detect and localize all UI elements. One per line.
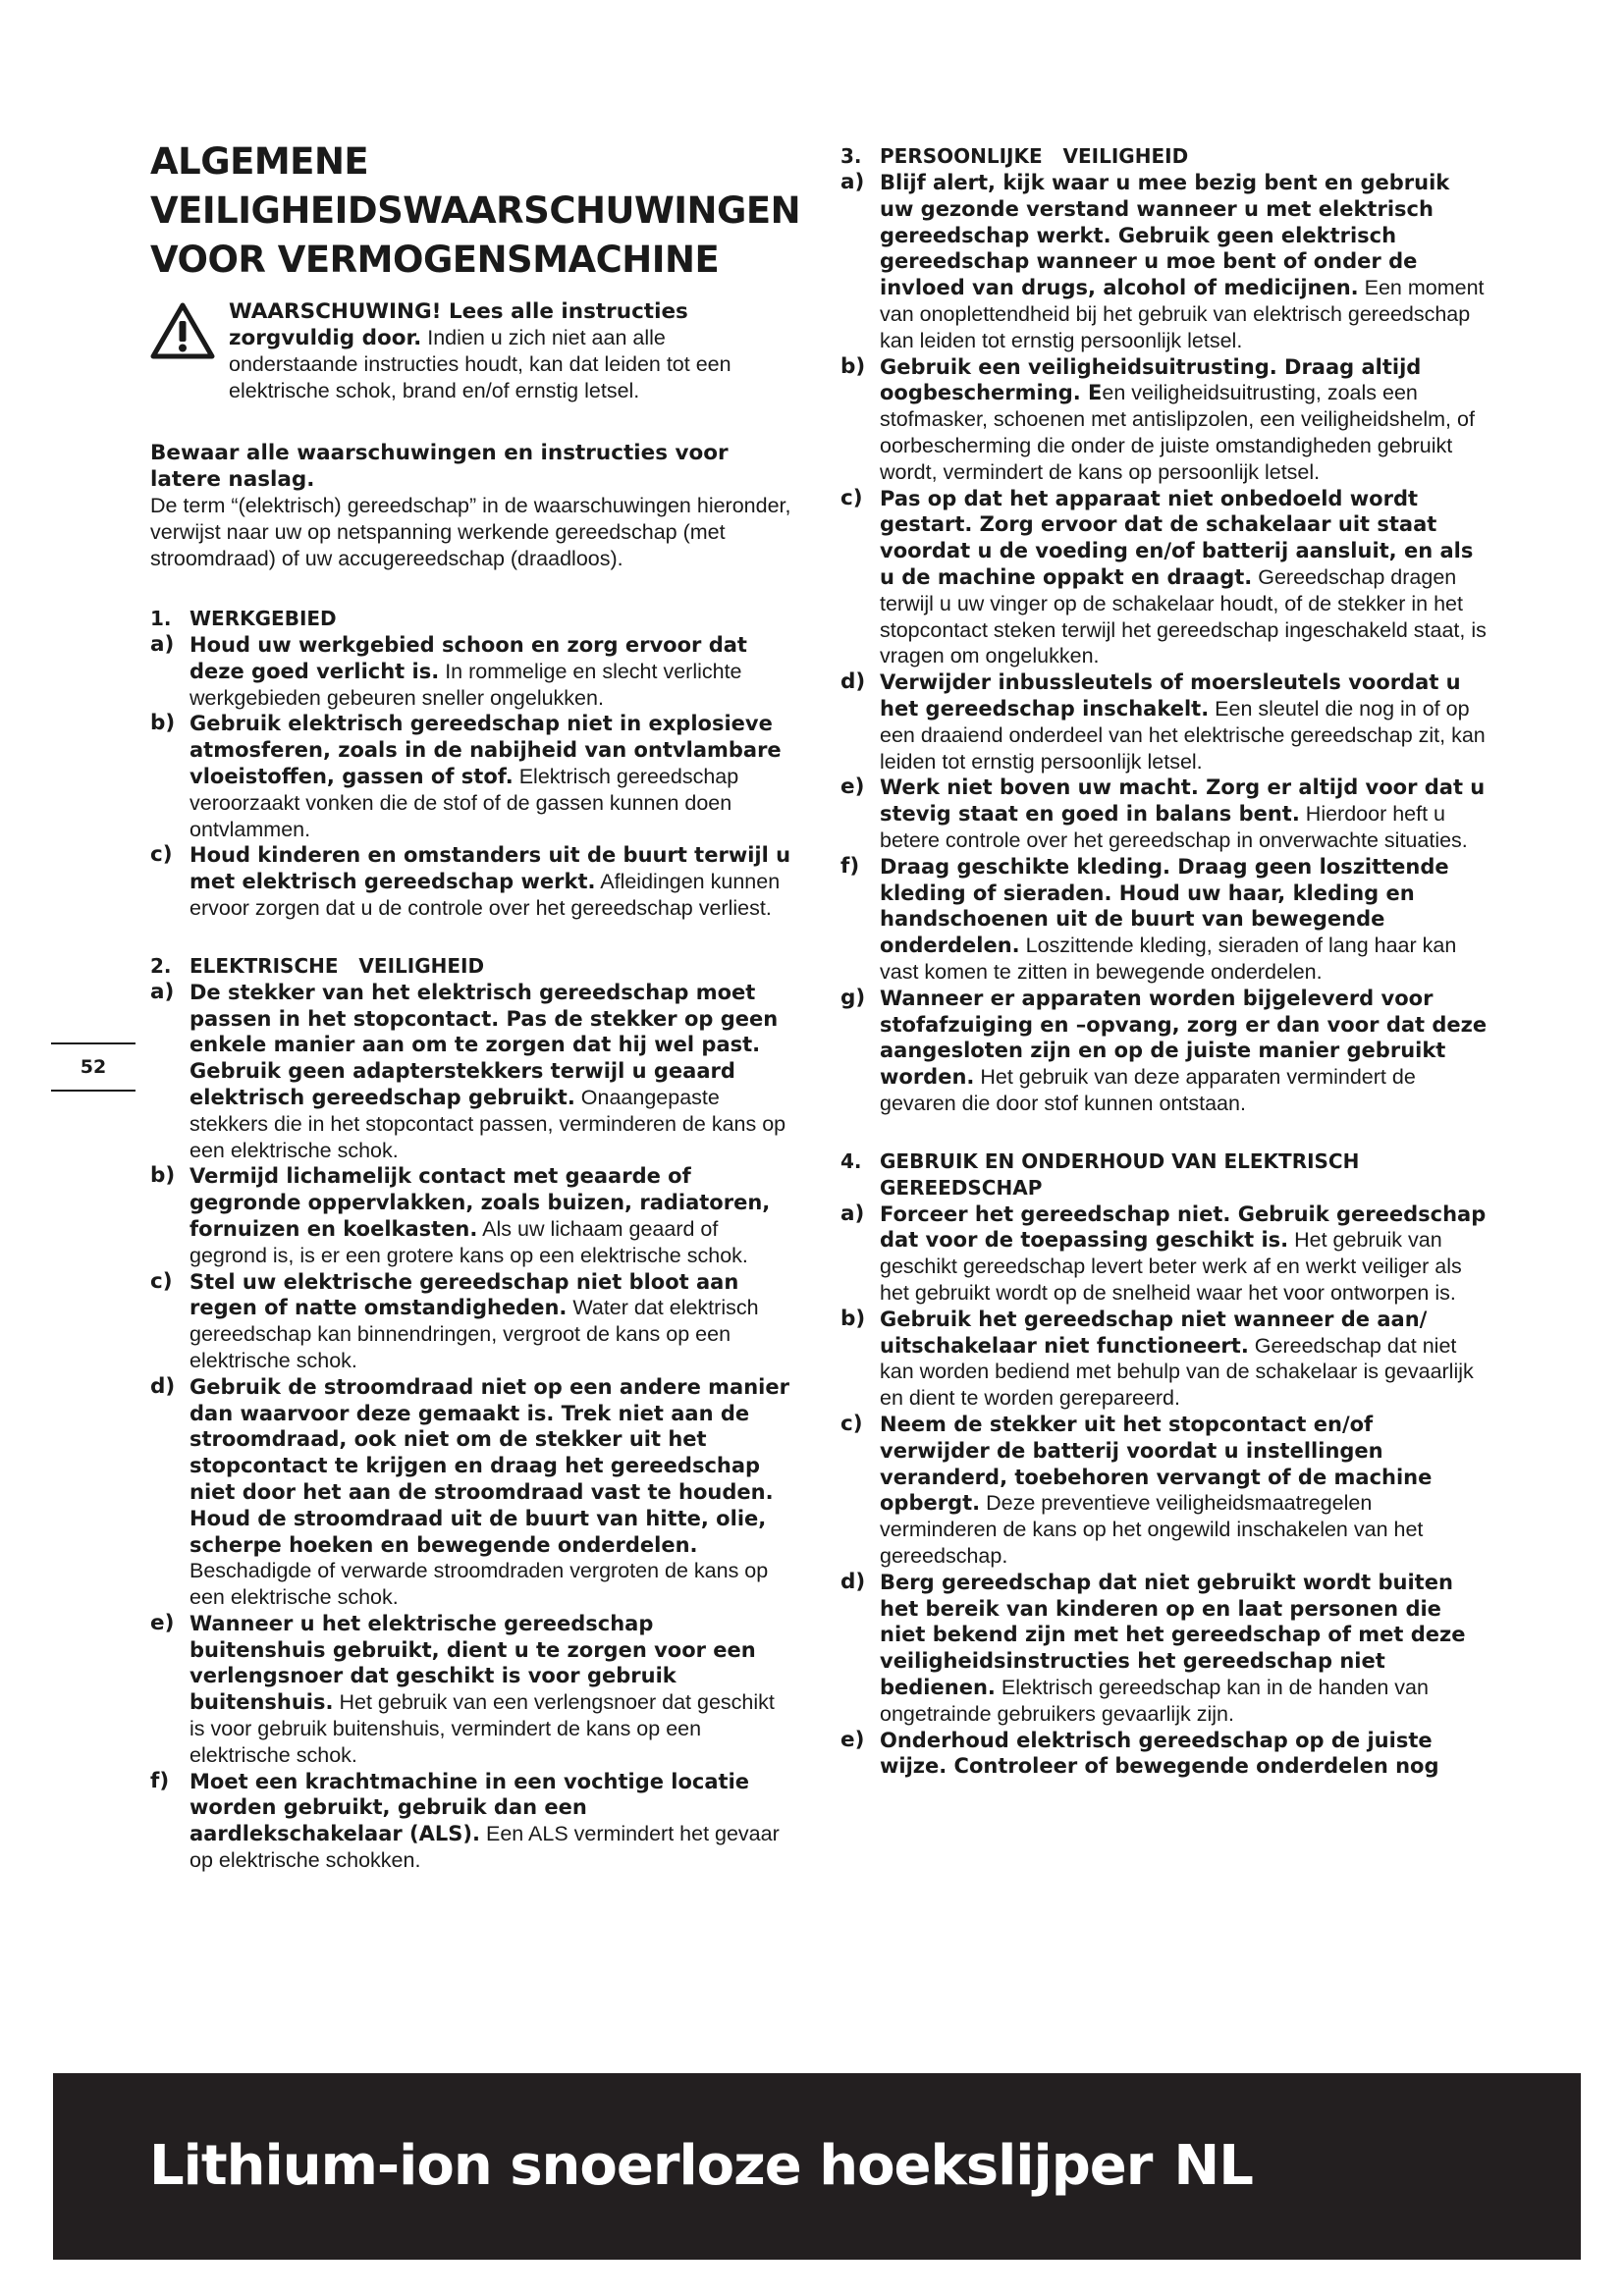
- item-label: a): [150, 979, 175, 1004]
- item-body: Het gebruik van deze apparaten vermindert de gevaren die door stof kunnen ontstaan.: [880, 1065, 1416, 1115]
- item-body: Onaangepaste stekkers die in het stopcontact passen, verminderen de kans op een elektrische schok.: [189, 1085, 786, 1162]
- item-body: Een ALS vermindert het gevaar op elektrische schokken.: [189, 1822, 780, 1873]
- item-label: e): [840, 1727, 865, 1752]
- list-item: [840, 1570, 1489, 1728]
- page-number-block: [51, 1042, 135, 1092]
- item-label: a): [840, 1201, 865, 1226]
- item-text: [880, 854, 1489, 986]
- item-text: [189, 1163, 793, 1268]
- item-label: e): [150, 1610, 175, 1635]
- list-item: [840, 1412, 1489, 1570]
- item-lead: Gebruik elektrisch gereedschap niet in explosieve atmosferen, zoals in de nabijheid van ontvlambare vloeistoffen, gassen of stof.: [189, 712, 782, 788]
- item-text: [880, 354, 1489, 486]
- item-text: [189, 711, 793, 842]
- list-item: [150, 1374, 793, 1611]
- divider: [51, 1090, 135, 1092]
- item-text: [880, 774, 1489, 853]
- list-item: [840, 486, 1489, 670]
- page-title: ALGEMENE VEILIGHEIDSWAARSCHUWINGEN VOOR VERMOGENSMACHINE: [150, 140, 801, 281]
- list-item: [840, 1307, 1489, 1412]
- item-body: Een moment van onoplettendheid bij het gebruik van elektrisch gereedschap kan leiden tot ernstig persoonlijk letsel.: [880, 276, 1485, 352]
- item-body: In rommelige en slecht verlichte werkgebieden gebeuren sneller ongelukken.: [189, 659, 742, 710]
- list-item: [150, 842, 793, 921]
- product-name: Lithium-ion snoerloze hoekslijper: [149, 2134, 1153, 2198]
- item-label: c): [150, 1268, 173, 1294]
- section-title: ELEKTRISCHE VEILIGHEID: [189, 953, 485, 978]
- list-item: [150, 632, 793, 711]
- item-text: [189, 1269, 793, 1374]
- list-item: [840, 1201, 1489, 1307]
- item-body: Elektrisch gereedschap veroorzaakt vonken die de stof of de gassen kunnen doen ontvlammen.: [189, 764, 739, 841]
- section-number: 3.: [840, 144, 862, 168]
- item-lead: Gebruik het gereedschap niet wanneer de aan/ uitschakelaar niet functioneert.: [880, 1307, 1428, 1358]
- section-gebruik-onderhoud: [840, 1148, 1489, 1781]
- item-text: [880, 486, 1489, 670]
- item-body: Afleidingen kunnen ervoor zorgen dat u de controle over het gereedschap verliest.: [189, 870, 781, 920]
- item-label: c): [840, 1412, 863, 1437]
- item-lead: Vermijd lichamelijk contact met geaarde of gegronde oppervlakken, zoals buizen, radiatoren, fornuizen en koelkasten.: [189, 1164, 771, 1241]
- item-label: b): [150, 1163, 176, 1189]
- right-column: [840, 143, 1489, 1811]
- item-lead: Draag geschikte kleding. Draag geen loszittende kleding of sieraden. Houd uw haar, kleding en handschoenen uit de buurt van bewegende onderdelen.: [880, 854, 1449, 958]
- item-body: Beschadigde of verwarde stroomdraden vergroten de kans op een elektrische schok.: [189, 1559, 769, 1610]
- item-lead: Moet een krachtmachine in een vochtige locatie worden gebruikt, gebruik dan een aardlekschakelaar (ALS).: [189, 1769, 750, 1846]
- list-item: [150, 1611, 793, 1769]
- item-text: [880, 170, 1489, 354]
- item-body: Een sleutel die nog in of op een draaiend onderdeel van het elektrische gereedschap zit, kan leiden tot ernstig persoonlijk letsel.: [880, 696, 1486, 774]
- item-lead: Pas op dat het apparaat niet onbedoeld wordt gestart. Zorg ervoor dat de schakelaar uit staat voordat u de voeding en/of batterij aansluit, en als u de machine oppakt en draagt.: [880, 486, 1474, 589]
- item-lead: Forceer het gereedschap niet. Gebruik gereedschap dat voor de toepassing geschikt is.: [880, 1201, 1487, 1253]
- item-text: [189, 1374, 793, 1611]
- list-item: [840, 774, 1489, 853]
- list-item: [840, 170, 1489, 354]
- item-text: [880, 669, 1489, 774]
- list-item: [840, 669, 1489, 774]
- warning-block: WAARSCHUWING! Lees alle instructies zorgvuldig door. Indien u zich niet aan alle onderstaande instructies houdt, kan dat leiden tot een elektrische schok, brand en/of ernstig letsel.: [150, 298, 793, 404]
- item-label: b): [840, 353, 866, 379]
- item-body: Gereedschap dat niet kan worden bediend met behulp van de schakelaar is gevaarlijk en dient te worden gerepareerd.: [880, 1333, 1474, 1411]
- item-lead: Blijf alert, kijk waar u mee bezig bent en gebruik uw gezonde verstand wanneer u met elektrisch gereedschap werkt. Gebruik geen elektrisch gereedschap wanneer u moe bent of onder de invloed van drugs, alcohol of medicijnen.: [880, 171, 1450, 300]
- page-number: 52: [80, 1056, 107, 1078]
- item-lead: Werk niet boven uw macht. Zorg er altijd voor dat u stevig staat en goed in balans bent.: [880, 775, 1486, 827]
- item-text: [880, 1307, 1489, 1412]
- item-text: [880, 1412, 1489, 1570]
- item-label: a): [840, 170, 865, 194]
- item-label: c): [150, 842, 173, 868]
- list-item: [150, 1269, 793, 1374]
- section-heading: [840, 143, 1489, 170]
- section-title: WERKGEBIED: [189, 607, 337, 630]
- item-body: Loszittende kleding, sieraden of lang haar kan vast komen te zitten in bewegende onderdelen.: [880, 934, 1457, 984]
- item-label: b): [150, 711, 176, 736]
- footer-band: [53, 2073, 1581, 2260]
- item-lead: Verwijder inbussleutels of moersleutels voordat u het gereedschap inschakelt.: [880, 670, 1461, 721]
- section-title: GEBRUIK EN ONDERHOUD VAN ELEKTRISCH GEREEDSCHAP: [880, 1148, 1367, 1200]
- item-lead: Houd kinderen en omstanders uit de buurt terwijl u met elektrisch gereedschap werkt.: [189, 843, 791, 894]
- item-text: [189, 842, 793, 921]
- item-lead: Gebruik een veiligheidsuitrusting. Draag altijd oogbescherming. E: [880, 354, 1422, 405]
- list-item: [150, 980, 793, 1164]
- list-item: [150, 711, 793, 842]
- item-label: g): [840, 985, 866, 1010]
- list-item: [840, 1728, 1489, 1781]
- list-item: [840, 354, 1489, 486]
- item-text: [880, 986, 1489, 1117]
- list-item: [840, 986, 1489, 1117]
- item-label: d): [840, 1569, 866, 1594]
- item-lead: Gebruik de stroomdraad niet op een andere manier dan waarvoor deze gemaakt is. Trek niet aan de stroomdraad, ook niet om de stekker uit het stopcontact te krijgen en draag het gereedschap niet door het aan de stroomdraad vast te houden. Houd de stroomdraad uit de buurt van hitte, olie, scherpe hoeken en bewegende onderdelen.: [189, 1374, 789, 1557]
- section-number: 4.: [840, 1148, 862, 1173]
- footer-title: [149, 2132, 1253, 2201]
- item-lead: Wanneer u het elektrische gereedschap buitenshuis gebruikt, dient u te zorgen voor een verlengsnoer dat geschikt is voor gebruik buitenshuis.: [189, 1611, 756, 1715]
- item-body: Hierdoor heft u betere controle over het gereedschap in onverwachte situaties.: [880, 802, 1468, 852]
- item-body: Gereedschap dragen terwijl u uw vinger op de schakelaar houdt, of de stekker in het stopcontact steken terwijl het gereedschap ingeschakeld staat, is vragen om ongelukken.: [880, 564, 1487, 668]
- item-text: [880, 1570, 1489, 1728]
- section-heading: [840, 1148, 1489, 1201]
- section-heading: [150, 953, 793, 980]
- item-text: [880, 1201, 1489, 1307]
- item-text: [189, 632, 793, 711]
- item-lead: De stekker van het elektrisch gereedschap moet passen in het stopcontact. Pas de stekker op geen enkele manier aan om te zorgen dat hij wel past. Gebruik geen adapterstekkers terwijl u geaard elektrisch gereedschap gebruikt.: [189, 980, 779, 1109]
- item-label: a): [150, 632, 175, 657]
- language-code: NL: [1173, 2134, 1253, 2198]
- list-item: [150, 1163, 793, 1268]
- item-label: f): [840, 853, 860, 879]
- item-text: [189, 1611, 793, 1769]
- item-label: c): [840, 485, 863, 510]
- item-lead: Stel uw elektrische gereedschap niet bloot aan regen of natte omstandigheden.: [189, 1269, 739, 1320]
- item-label: f): [150, 1768, 170, 1793]
- section-title: PERSOONLIJKE VEILIGHEID: [880, 144, 1189, 168]
- item-text: [189, 980, 793, 1164]
- item-body: Water dat elektrisch gereedschap kan binnendringen, vergroot de kans op een elektrische schok.: [189, 1296, 759, 1372]
- item-lead: Wanneer er apparaten worden bijgeleverd voor stofafzuiging en –opvang, zorg er dan voor dat deze aangesloten zijn en op de juiste manier gebruikt worden.: [880, 986, 1488, 1090]
- item-body: Het gebruik van geschikt gereedschap levert beter werk af en werkt veiliger als het gebruikt wordt op de snelheid waar het voor ontworpen is.: [880, 1228, 1462, 1306]
- section-number: 1.: [150, 607, 172, 630]
- left-column: [150, 137, 801, 1905]
- list-item: [150, 1769, 793, 1874]
- item-body: Het gebruik van een verlengsnoer dat geschikt is voor gebruik buitenshuis, vermindert de kans op een elektrische schok.: [189, 1690, 775, 1767]
- item-body: Als uw lichaam geaard of gegrond is, is er een grotere kans op een elektrische schok.: [189, 1216, 748, 1267]
- warning-triangle-icon: [150, 302, 215, 359]
- section-persoonlijke-veiligheid: [840, 143, 1489, 1117]
- section-heading: [150, 606, 793, 632]
- item-lead: Houd uw werkgebied schoon en zorg ervoor dat deze goed verlicht is.: [189, 633, 747, 683]
- item-text: [880, 1728, 1489, 1781]
- item-label: e): [840, 774, 865, 800]
- section-elektrische-veiligheid: [150, 953, 793, 1874]
- item-body: Elektrisch gereedschap kan in de handen van ongetrainde gebruikers gevaarlijk zijn.: [880, 1676, 1429, 1726]
- item-label: d): [840, 669, 866, 695]
- item-body: en veiligheidsuitrusting, zoals een stofmasker, schoenen met antislipzolen, een veiligheidshelm, of oorbescherming die onder de juiste omstandigheden gebruikt wordt, vermindert de kans op persoonlijk letsel.: [880, 381, 1475, 484]
- item-body: Deze preventieve veiligheidsmaatregelen verminderen de kans op het ongewild inschakelen van het gereedschap.: [880, 1491, 1424, 1569]
- section-werkgebied: [150, 606, 793, 922]
- section-number: 2.: [150, 953, 172, 978]
- item-text: [189, 1769, 793, 1874]
- intro-block: Bewaar alle waarschuwingen en instructies voor latere naslag. De term “(elektrisch) gereedschap” in de waarschuwingen hieronder, verwijst naar uw op netspanning werkende gereedschap (met stroomdraad) of uw accugereedschap (draadloos).: [150, 441, 791, 570]
- item-lead: Berg gereedschap dat niet gebruikt wordt buiten het bereik van kinderen op en laat personen die niet bekend zijn met het gereedschap of met deze veiligheidsinstructies het gereedschap niet bedienen.: [880, 1570, 1466, 1700]
- list-item: [840, 854, 1489, 986]
- item-label: d): [150, 1373, 176, 1399]
- item-lead: Onderhoud elektrisch gereedschap op de juiste wijze. Controleer of bewegende onderdelen nog: [880, 1728, 1439, 1779]
- item-lead: Neem de stekker uit het stopcontact en/of verwijder de batterij voordat u instellingen veranderd, toebehoren vervangt of de machine opbergt.: [880, 1413, 1433, 1516]
- item-label: b): [840, 1306, 866, 1331]
